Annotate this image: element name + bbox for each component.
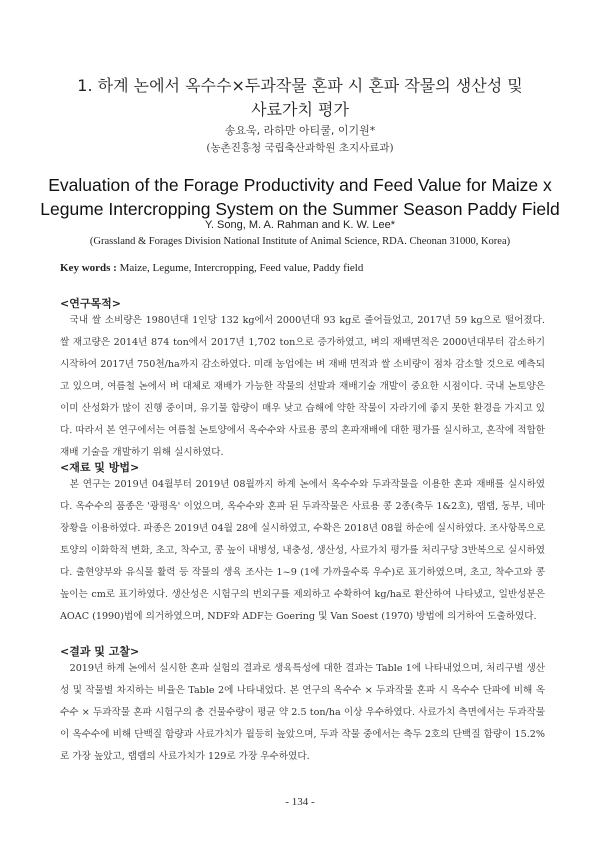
section-body-objective xyxy=(60,310,545,464)
korean-authors: 송요욱, 라하만 아티쿨, 이기원* xyxy=(224,124,376,137)
english-affiliation: (Grassland & Forages Division National Institute of Animal Science, RDA. Cheonan 31000, Korea) xyxy=(89,236,511,247)
objective-paragraph: 국내 쌀 소비량은 1980년대 1인당 132 kg에서 2000년대 93 kg로 줄어들었고, 2017년 59 kg으로 떨어졌다. 쌀 재고량은 2014년 874 ton에서 2017년 1,702 ton으로 증가하였고, 벼의 재배면적은 2000년대부터 감소하기 시작하여 2017년 750천/ha까지 감소하였다. 미래 농업에는 벼 재배 면적과 쌀 소비량이 점차 감소할 것으로 예측되고 있으며, 여름철 논에서 벼 대체로 재배가 가능한 작물의 선발과 재배기술 개발이 중요한 시점이다. 국내 논토양은 이미 산성화가 많이 진행 중이며, 유기물 함량이 매우 낮고 습해에 약한 작물이 자라기에 좋지 못한 환경을 가지고 있다. 따라서 본 연구에서는 여름철 논토양에서 옥수수와 사료용 콩의 혼파재배에 대한 평가를 실시하고, 혼작에 적합한 재배 기술을 개발하기 위해 실시하였다. xyxy=(60,315,545,458)
korean-title-line-2: 사료가치 평가 xyxy=(251,100,349,119)
english-authors: Y. Song, M. A. Rahman and K. W. Lee* xyxy=(205,219,395,231)
keywords-text: Maize, Legume, Intercropping, Feed value, Paddy field xyxy=(119,262,364,274)
methods-paragraph: 본 연구는 2019년 04월부터 2019년 08월까지 하계 논에서 옥수수와 두과작물을 이용한 혼파 재배를 실시하였다. 옥수수의 품종은 '광평옥' 이었으며, 옥수수와 혼파 된 두과작물은 사료용 콩 2종(축두 1&2호), 랩랩, 동부, 네마장황을 이용하였다. 파종은 2019년 04월 28에 실시하였고, 수확은 2018년 08월 하순에 실시하였다. 조사항목으로 토양의 이화학적 변화, 초고, 착수고, 콩 높이 내병성, 내충성, 생산성, 사료가치 평가를 처리구당 3반복으로 실시하였다. 출현양부와 유식물 활력 등 작물의 생육 조사는 1~9 (1에 가까울수록 우수)로 표기하였으며, 초고, 착수고와 콩 높이는 cm로 표기하였다. 생산성은 시험구의 번외구를 제외하고 수확하여 kg/ha로 환산하여 나타냈고, 일반성분은 AOAC (1990)법에 의거하였으며, NDF와 ADF는 Goering 및 Van Soest (1970) 방법에 의거하여 도출하였다. xyxy=(60,479,545,622)
page-number: - 134 - xyxy=(285,796,315,808)
korean-title-line-1: 1. 하계 논에서 옥수수×두과작물 혼파 시 혼파 작물의 생산성 및 xyxy=(77,76,523,95)
english-title-line-2: Legume Intercropping System on the Summer Season Paddy Field xyxy=(40,199,560,219)
section-heading-results: <결과 및 고찰> xyxy=(60,645,140,658)
results-paragraph: 2019년 하계 논에서 실시한 혼파 실험의 결과로 생육특성에 대한 결과는 Table 1에 나타내었으며, 처리구별 생산성 및 작물별 차지하는 비율은 Table 2에 나타내었다. 본 연구의 옥수수 × 두과작물 혼파 시 옥수수 단파에 비해 옥수수 × 두과작물 혼파 시험구의 총 건물수량이 평균 약 2.5 ton/ha 이상 우수하였다. 사료가치 측면에서는 두과작물이 옥수수에 비해 단백질 함량과 사료가치가 월등히 높았으며, 두과 작물 중에서는 축두 2호의 단백질 함량이 15.2%로 가장 높았고, 랩랩의 사료가치가 129로 가장 우수하였다. xyxy=(60,663,545,762)
keywords-line xyxy=(60,262,560,274)
english-title-line-1: Evaluation of the Forage Productivity and Feed Value for Maize x xyxy=(48,175,552,195)
section-body-methods xyxy=(60,474,545,628)
keywords-label: Key words : xyxy=(60,262,117,274)
section-heading-objective: <연구목적> xyxy=(60,297,121,310)
korean-affiliation: (농촌진흥청 국립축산과학원 초지사료과) xyxy=(206,142,394,154)
section-heading-methods: <재료 및 방법> xyxy=(60,461,140,474)
section-body-results xyxy=(60,658,545,768)
